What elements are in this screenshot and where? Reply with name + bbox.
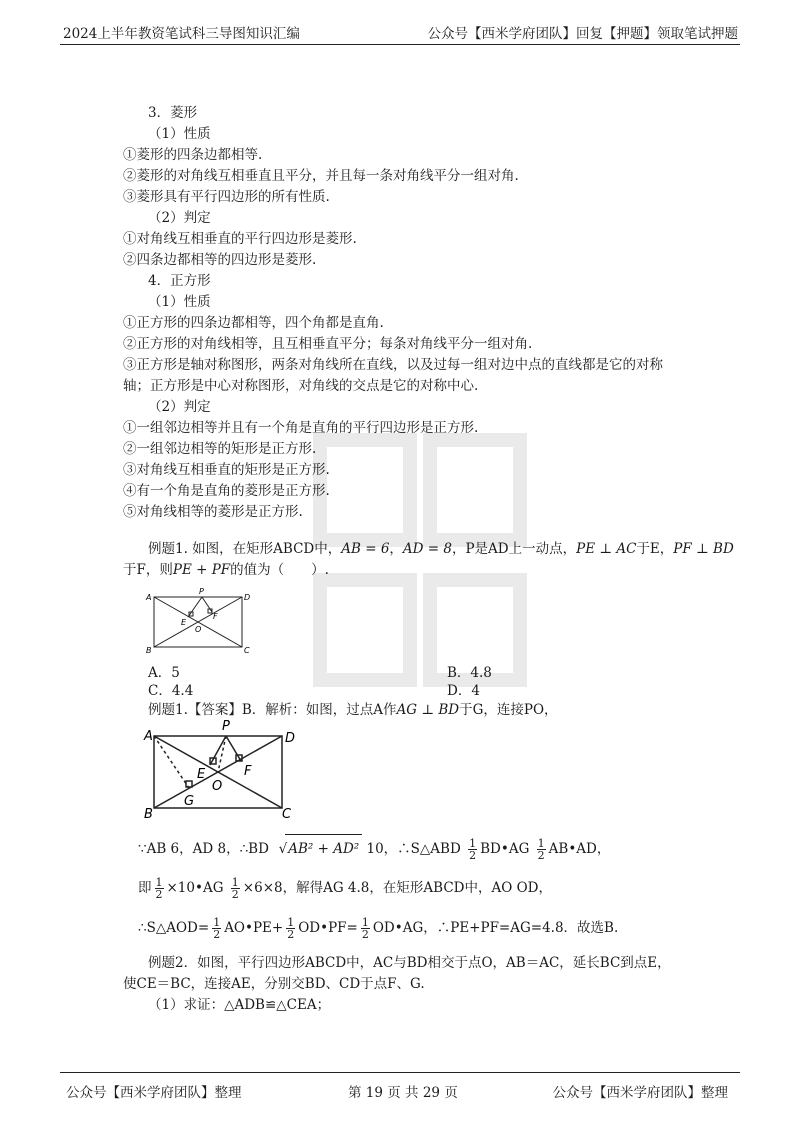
square-judge-4: ④有一个角是直角的菱形是正方形. [123,483,330,499]
fig1-label-P: P [199,587,204,596]
s2-a: 即 [138,880,152,896]
example1-option-a: A．5 [148,665,180,681]
header-left: 2024上半年教资笔试科三导图知识汇编 [63,26,300,42]
fig2-label-C: C [282,807,292,822]
solution-line-3: ∴S△AOD= $\frac{1}{2}$ AO•PE+ $\frac{1}{2}$ OD•PF= $\frac{1}{2}$ OD•AG，∴PE+PF=AG=4.8．故选B. [138,916,619,941]
example1-q-ab: AB = 6 [341,541,390,557]
example1-answer-line [148,701,558,719]
square-judge-5: ⑤对角线相等的菱形是正方形. [123,504,303,520]
s3-b: AO•PE+ [224,920,284,936]
fig2-label-P: P [222,719,230,734]
rhombus-judge-1: ①对角线互相垂直的平行四边形是菱形. [123,231,357,247]
s1-sqrt: AB² + AD² [285,834,362,863]
fig1-label-B: B [146,646,152,655]
rhombus-judge-2: ②四条边都相等的四边形是菱形. [123,252,317,268]
fig2-label-E: E [197,767,206,782]
s3-c: OD•PF [298,920,347,936]
square-judge-label: （2）判定 [148,399,211,415]
footer-right: 公众号【西米学府团队】整理 [552,1085,728,1101]
fig2-label-F: F [244,764,252,779]
watermark-logo [300,420,540,700]
solution-line-2 [138,874,552,902]
example1-q-pf: PF ⊥ BD [673,541,734,557]
example1-ans-b: 于G，连接PO， [459,702,558,718]
fraction-half: $\frac{1}{2}$ [361,916,369,941]
fig2-label-G: G [184,794,195,809]
solution-line-1: ∵AB 6，AD 8，∴BD √AB² + AD² 10，∴S△ABD $\frac{1}{2}$ BD•AG $\frac{1}{2}$ AB•AD， [138,834,610,862]
fig1-label-D: D [244,593,251,602]
rhombus-prop-2: ②菱形的对角线互相垂直且平分，并且每一条对角线平分一组对角. [123,168,519,184]
s3-a: ∴S△AOD [138,920,198,936]
example1-question-line2 [123,561,329,579]
example1-option-c: C．4.4 [148,683,194,699]
example1-ans-a: 例题1.【答案】B．解析：如图，过点A作 [148,702,397,718]
s2-b: ×10•AG [166,880,224,896]
square-judge-1: ①一组邻边相等并且有一个角是直角的平行四边形是正方形. [123,420,479,436]
example2-line1: 例题2．如图，平行四边形ABCD中，AC与BD相交于点O，AB＝AC，延长BC到点E， [148,955,671,971]
square-prop-3a: ③正方形是轴对称图形，两条对角线所在直线，以及过每一组对边中点的直线都是它的对称 [123,357,663,373]
square-prop-2: ②正方形的对角线相等，且互相垂直平分；每条对角线平分一组对角. [123,336,533,352]
fig1-label-A: A [146,593,152,602]
example1-option-b: B．4.8 [447,665,492,681]
example1-question-line1: 例题1. 如图，在矩形ABCD中，AB = 6，AD = 8，P是AD上一动点，PE ⊥ AC于E，PF ⊥ BD [148,541,734,557]
example1-q-sum: PE + PF [172,562,231,578]
square-judge-3: ③对角线互相垂直的矩形是正方形. [123,462,330,478]
fig1-label-O: O [195,625,202,634]
fig2-label-B: B [144,807,153,822]
square-prop-3b: 轴；正方形是中心对称图形，对角线的交点是它的对称中心. [123,378,479,394]
rhombus-prop-label: （1）性质 [148,126,211,142]
example1-option-d: D．4 [447,683,480,699]
square-title: 4．正方形 [148,273,211,289]
example1-q-c: 于E， [636,541,674,557]
example1-q-b: ，P是AD上一动点， [451,541,577,557]
fraction-half: $\frac{1}{2}$ [231,876,239,901]
header-right: 公众号【西米学府团队】回复【押题】领取笔试押题 [427,26,738,42]
footer-left: 公众号【西米学府团队】整理 [66,1085,242,1101]
example1-q-d: 于F，则 [123,562,173,578]
s1-a: ∵AB 6，AD 8，∴BD [138,841,269,857]
square-judge-2: ②一组邻边相等的矩形是正方形. [123,441,317,457]
fraction-half: $\frac{1}{2}$ [537,837,545,862]
rhombus-prop-1: ①菱形的四条边都相等. [123,147,263,163]
footer-rule [60,1072,740,1073]
rhombus-prop-3: ③菱形具有平行四边形的所有性质. [123,189,330,205]
s1-c: BD•AG [480,841,530,857]
example1-ans-ag: AG ⊥ BD [396,702,460,718]
fig2-label-A: A [144,729,153,744]
s2-c: ×6×8，解得AG 4.8，在矩形ABCD中，AO OD， [242,880,552,896]
example2-line3: （1）求证：△ADB≌△CEA； [148,997,331,1013]
fraction-half: $\frac{1}{2}$ [155,876,163,901]
fraction-half: $\frac{1}{2}$ [469,837,477,862]
rhombus-title: 3．菱形 [148,105,198,121]
rhombus-judge-label: （2）判定 [148,210,211,226]
fig1-label-F: F [213,612,218,621]
square-prop-1: ①正方形的四条边都相等，四个角都是直角. [123,315,384,331]
header-rule [60,44,740,45]
example1-q-ad: AD = 8 [402,541,452,557]
fig1-label-E: E [181,618,187,627]
example1-q-e: 的值为（ ）. [230,562,329,578]
example1-figure-small [140,585,260,660]
s3-d: OD•AG，∴PE+PF=AG=4.8．故选B. [372,920,619,936]
page-number: 第 19 页 共 29 页 [348,1085,458,1101]
fraction-half: $\frac{1}{2}$ [287,916,295,941]
example2-line2: 使CE＝BC，连接AE，分别交BD、CD于点F、G. [123,976,425,992]
example1-q-pe: PE ⊥ AC [576,541,637,557]
example1-figure-large [140,718,310,828]
s1-b: 10，∴S△ABD [366,841,461,857]
fig2-label-O: O [212,779,223,794]
fraction-half: $\frac{1}{2}$ [213,916,221,941]
s1-d: AB•AD， [548,841,611,857]
fig2-label-D: D [285,731,296,746]
example1-q-a: 例题1. 如图，在矩形ABCD中， [148,541,342,557]
fig1-label-C: C [244,646,250,655]
square-prop-label: （1）性质 [148,294,211,310]
